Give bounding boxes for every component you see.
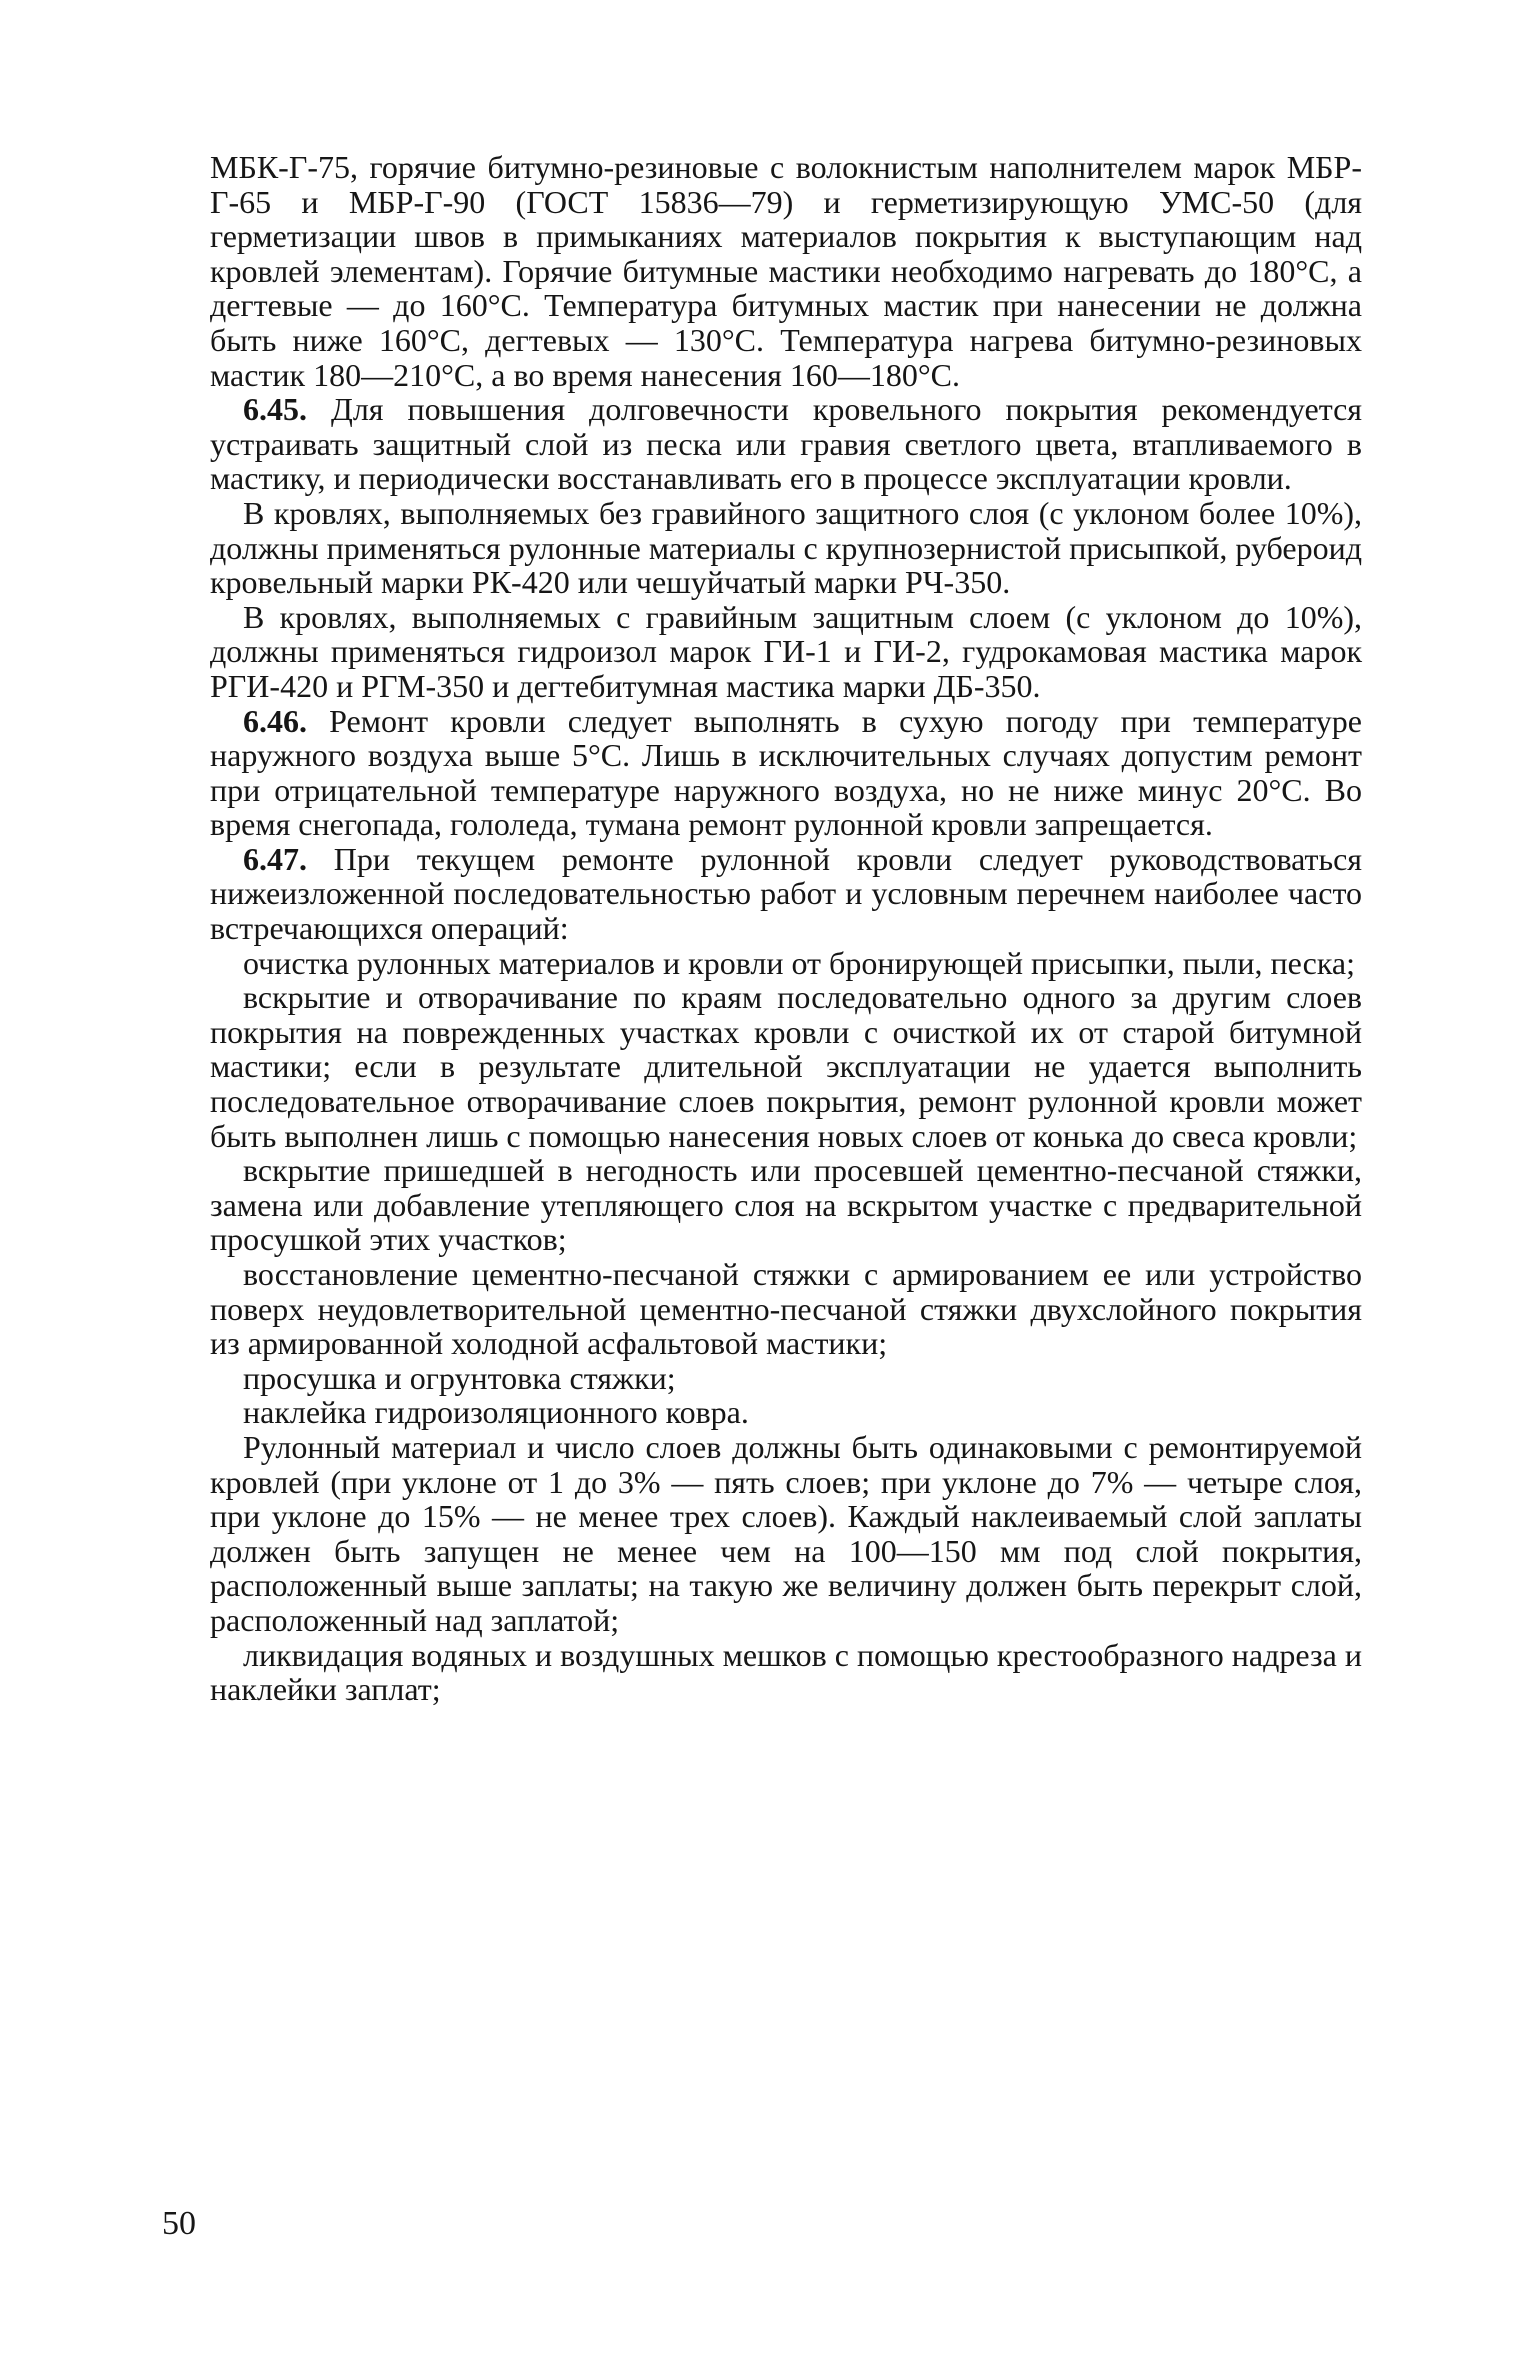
document-body <box>210 150 1362 1707</box>
section-number: 6.46. <box>243 702 307 739</box>
list-item <box>210 1395 1362 1430</box>
paragraph-text: наклейка гидроизоляционного ковра. <box>243 1394 749 1431</box>
page-number: 50 <box>162 2205 196 2242</box>
paragraph <box>210 1430 1362 1638</box>
list-item <box>210 1361 1362 1396</box>
section-number: 6.47. <box>243 840 307 877</box>
list-item <box>210 1257 1362 1361</box>
paragraph <box>210 600 1362 704</box>
list-item <box>210 946 1362 981</box>
paragraph-6-47 <box>210 842 1362 946</box>
paragraph-text: Для повышения долговечности кровельного покрытия рекомендуется устраивать защитный слой из песка или гравия светлого цвета, втапливаемого в мастику, и периодически восстанавливать его в процессе эксплуатации кровли. <box>210 391 1363 497</box>
paragraph-text: восстановление цементно-песчаной стяжки с армированием ее или устройство поверх неудовлетворительной цементно-песчаной стяжки двухслойного покрытия из армированной холодной асфальтовой мастики; <box>210 1256 1362 1362</box>
paragraph <box>210 496 1362 600</box>
paragraph-text: вскрытие пришедшей в негодность или просевшей цементно-песчаной стяжки, замена или добавление утепляющего слоя на вскрытом участке с предварительной просушкой этих участков; <box>210 1152 1362 1258</box>
paragraph-text: вскрытие и отворачивание по краям последовательно одного за другим слоев покрытия на поврежденных участках кровли с очисткой их от старой битумной мастики; если в результате длительной эксплуатации не удается выполнить последовательное отворачивание слоев покрытия, ремонт рулонной кровли может быть выполнен лишь с помощью нанесения новых слоев от конька до свеса кровли; <box>210 979 1362 1154</box>
paragraph-text: МБК-Г-75, горячие битумно-резиновые с волокнистым наполнителем марок МБР-Г-65 и МБР-Г-90 (ГОСТ 15836—79) и герметизирующую УМС-50 (для герметизации швов в примыканиях материалов покрытия к выступающим над кровлей элементам). Горячие битумные мастики необходимо нагревать до 180°С, а дегтевые — до 160°С. Температура битумных мастик при нанесении не должна быть ниже 160°С, дегтевых — 130°С. Температура нагрева битумно-резиновых мастик 180—210°С, а во время нанесения 160—180°С. <box>210 149 1362 393</box>
list-item <box>210 1638 1362 1707</box>
paragraph-text: просушка и огрунтовка стяжки; <box>243 1359 676 1396</box>
list-item <box>210 1153 1362 1257</box>
paragraph-text: Ремонт кровли следует выполнять в сухую погоду при температуре наружного воздуха выше 5°С. Лишь в исключительных случаях допустим ремонт при отрицательной температуре наружного воздуха, но не ниже минус 20°С. Во время снегопада, гололеда, тумана ремонт рулонной кровли запрещается. <box>210 702 1363 843</box>
paragraph-text: ликвидация водяных и воздушных мешков с помощью крестообразного надреза и наклейки заплат; <box>210 1636 1362 1708</box>
list-item <box>210 980 1362 1153</box>
paragraph-text: При текущем ремонте рулонной кровли следует руководствоваться нижеизложенной последовательностью работ и условным перечнем наиболее часто встречающихся операций: <box>210 840 1363 947</box>
paragraph-text: Рулонный материал и число слоев должны быть одинаковыми с ремонтируемой кровлей (при уклоне от 1 до 3% — пять слоев; при уклоне до 7% — четыре слоя, при уклоне до 15% — не менее трех слоев). Каждый наклеиваемый слой заплаты должен быть запущен не менее чем на 100—150 мм под слой покрытия, расположенный выше заплаты; на такую же величину должен быть перекрыт слой, расположенный над заплатой; <box>210 1428 1362 1638</box>
paragraph-6-45 <box>210 392 1362 496</box>
paragraph-text: В кровлях, выполняемых без гравийного защитного слоя (с уклоном более 10%), должны применяться рулонные материалы с крупнозернистой присыпкой, рубероид кровельный марки РК-420 или чешуйчатый марки РЧ-350. <box>210 494 1362 601</box>
paragraph-text: В кровлях, выполняемых с гравийным защитным слоем (с уклоном до 10%), должны применяться гидроизол марок ГИ-1 и ГИ-2, гудрокамовая мастика марок РГИ-420 и РГМ-350 и дегтебитумная мастика марки ДБ-350. <box>210 598 1362 704</box>
paragraph-text: очистка рулонных материалов и кровли от бронирующей присыпки, пыли, песка; <box>243 944 1355 981</box>
paragraph-6-46 <box>210 704 1362 842</box>
section-number: 6.45. <box>243 391 307 428</box>
paragraph-continuation <box>210 150 1362 392</box>
